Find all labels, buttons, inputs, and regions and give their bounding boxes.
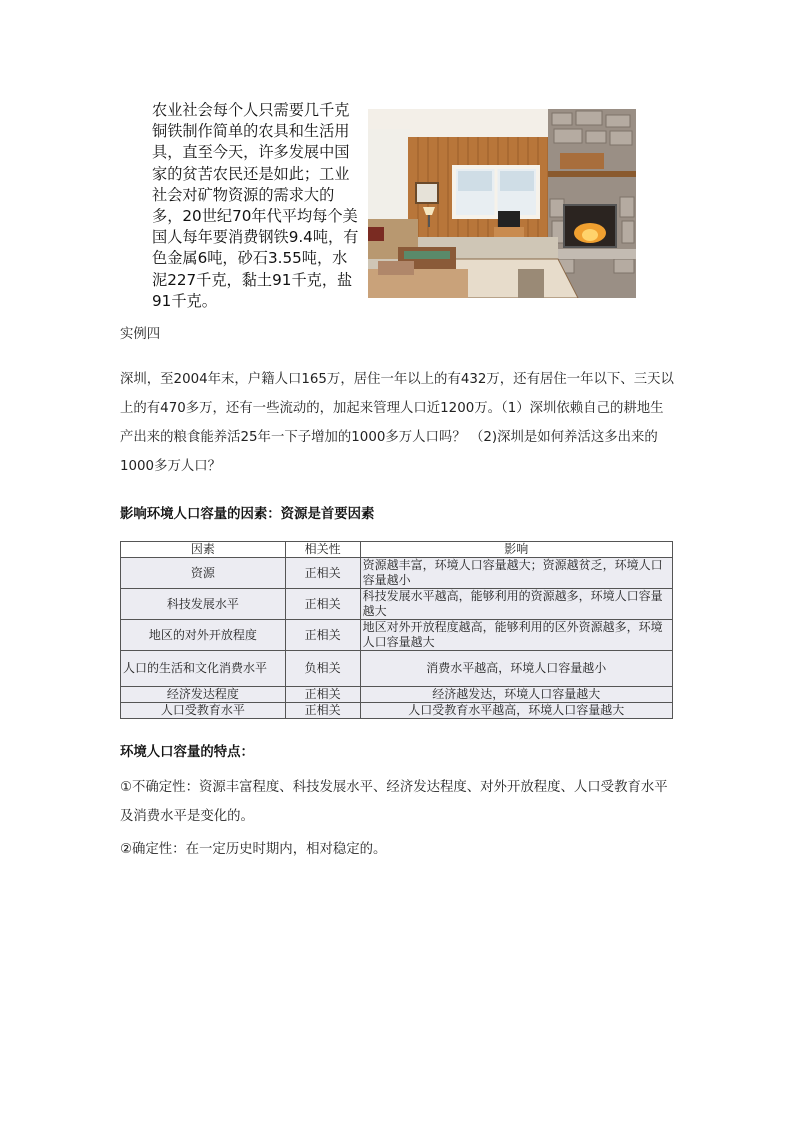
factor-cell: 人口的生活和文化消费水平 (121, 651, 286, 687)
effect-cell: 消费水平越高，环境人口容量越小 (360, 651, 672, 687)
effect-cell: 资源越丰富，环境人口容量越大；资源越贫乏，环境人口容量越小 (360, 558, 672, 589)
effect-cell: 人口受教育水平越高，环境人口容量越大 (360, 703, 672, 719)
example-paragraph: 深圳，至2004年末，户籍人口165万，居住一年以上的有432万，还有居住一年以下、三天以上的有470多万，还有一些流动的，加起来管理人口近1200万。（1）深圳依赖自己的耕地生产出来的粮食能养活25年一下子增加的1000多万人口吗？ （2)深圳是如何养活这多出来的1000多万人口？ (120, 372, 674, 474)
feature-certainty: ②确定性：在一定历史时期内，相对稳定的。 (120, 842, 387, 857)
table-row (121, 589, 673, 620)
factor-cell: 地区的对外开放程度 (121, 620, 286, 651)
factor-cell: 经济发达程度 (121, 687, 286, 703)
header-effect: 影响 (360, 542, 672, 558)
correlation-cell: 正相关 (285, 620, 360, 651)
factors-heading: 影响环境人口容量的因素：资源是首要因素 (120, 507, 375, 522)
features-heading: 环境人口容量的特点： (120, 745, 254, 760)
factor-cell: 科技发展水平 (121, 589, 286, 620)
effect-cell: 经济越发达，环境人口容量越大 (360, 687, 672, 703)
example-title: 实例四 (120, 327, 161, 342)
feature-uncertainty: ①不确定性：资源丰富程度、科技发展水平、经济发达程度、对外开放程度、人口受教育水平及消费水平是变化的。 (120, 780, 668, 824)
table-row (121, 703, 673, 719)
correlation-cell: 负相关 (285, 651, 360, 687)
living-room-photo (368, 109, 636, 298)
correlation-cell: 正相关 (285, 589, 360, 620)
correlation-cell: 正相关 (285, 558, 360, 589)
effect-cell: 地区对外开放程度越高，能够利用的区外资源越多，环境人口容量越大 (360, 620, 672, 651)
effect-cell: 科技发展水平越高，能够利用的资源越多，环境人口容量越大 (360, 589, 672, 620)
living-room-illustration (368, 109, 636, 298)
table-header-row (121, 542, 673, 558)
header-correlation: 相关性 (285, 542, 360, 558)
table-row (121, 651, 673, 687)
table-row (121, 558, 673, 589)
intro-paragraph: 农业社会每个人只需要几千克铜铁制作简单的农具和生活用具，直至今天，许多发展中国家的贫苦农民还是如此；工业社会对矿物资源的需求大的多，20世纪70年代平均每个美国人每年要消费钢铁9.4吨，有色金属6吨，砂石3.55吨，水泥227千克，黏土91千克，盐91千克。 (152, 101, 359, 310)
factors-table (120, 541, 673, 719)
table-row (121, 687, 673, 703)
factor-cell: 人口受教育水平 (121, 703, 286, 719)
header-factor: 因素 (121, 542, 286, 558)
table-row (121, 620, 673, 651)
correlation-cell: 正相关 (285, 703, 360, 719)
correlation-cell: 正相关 (285, 687, 360, 703)
factor-cell: 资源 (121, 558, 286, 589)
